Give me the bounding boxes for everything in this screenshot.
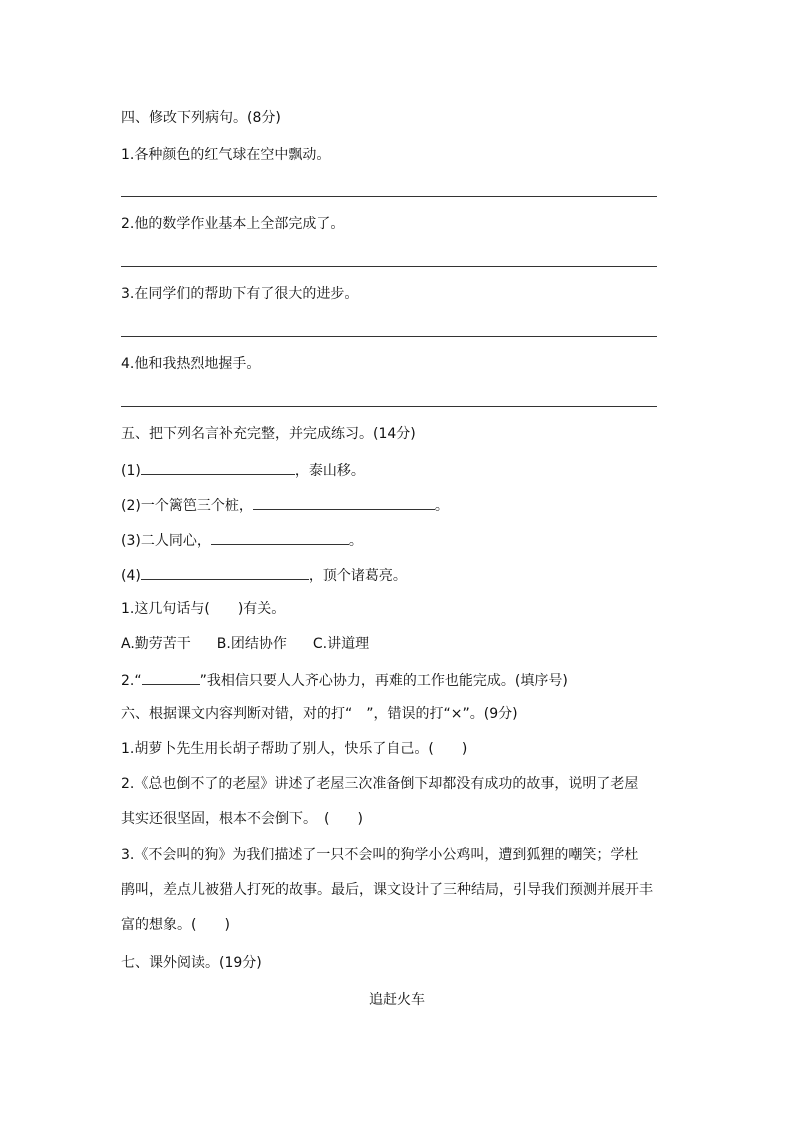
answer-line-2[interactable] [121,266,657,267]
option-b[interactable]: B.团结协作 [216,636,287,652]
proverb-2-suffix: 。 [434,498,449,514]
sentence-3: 3.在同学们的帮助下有了很大的进步。 [121,286,359,302]
proverb-3 [121,529,363,551]
judge-3-line-2: 鹃叫，差点儿被猎人打死的故事。最后，课文设计了三种结局，引导我们预测并展开丰 [121,882,653,898]
answer-line-3[interactable] [121,336,657,337]
proverb-3-blank[interactable] [211,529,349,545]
proverb-3-suffix: 。 [348,533,363,549]
proverb-1 [121,459,365,481]
options-row [121,634,369,654]
question-5-2-suffix: ”我相信只要人人齐心协力，再难的工作也能完成。(填序号) [199,673,568,689]
proverb-4-blank[interactable] [141,564,309,580]
proverb-3-prefix: (3)二人同心， [121,533,211,549]
sentence-2: 2.他的数学作业基本上全部完成了。 [121,216,345,232]
option-c[interactable]: C.讲道理 [312,636,370,652]
judge-2-line-1: 2.《总也倒不了的老屋》讲述了老屋三次准备倒下却都没有成功的故事，说明了老屋 [121,776,639,792]
judge-3-line-3: 富的想象。( ) [121,917,230,933]
question-5-2 [121,669,568,691]
proverb-4-suffix: ，顶个诸葛亮。 [308,568,407,584]
passage-title: 追赶火车 [369,992,425,1008]
proverb-4-prefix: (4) [121,568,141,584]
answer-line-4[interactable] [121,406,657,407]
judge-2-line-2: 其实还很坚固，根本不会倒下。 ( ) [121,811,363,827]
sentence-1: 1.各种颜色的红气球在空中飘动。 [121,147,331,163]
proverb-1-blank[interactable] [141,459,295,475]
proverb-2-blank[interactable] [253,494,435,510]
answer-line-1[interactable] [121,196,657,197]
section5-title: 五、把下列名言补充完整，并完成练习。(14分) [121,426,416,442]
question-5-2-blank[interactable] [142,669,200,685]
proverb-2 [121,494,449,516]
section7-title: 七、课外阅读。(19分) [121,955,262,971]
sentence-4: 4.他和我热烈地握手。 [121,356,261,372]
question-5-1: 1.这几句话与( )有关。 [121,601,286,617]
section6-title: 六、根据课文内容判断对错，对的打“ ”，错误的打“×”。(9分) [121,706,518,722]
section4-title: 四、修改下列病句。(8分) [121,110,281,126]
judge-3-line-1: 3.《不会叫的狗》为我们描述了一只不会叫的狗学小公鸡叫，遭到狐狸的嘲笑；学杜 [121,847,639,863]
question-5-2-prefix: 2.“ [121,673,142,689]
proverb-2-prefix: (2)一个篱笆三个桩， [121,498,253,514]
proverb-1-suffix: ，泰山移。 [294,463,365,479]
proverb-4 [121,564,407,586]
option-a[interactable]: A.勤劳苦干 [121,636,191,652]
judge-1: 1.胡萝卜先生用长胡子帮助了别人，快乐了自己。( ) [121,741,468,757]
proverb-1-prefix: (1) [121,463,141,479]
